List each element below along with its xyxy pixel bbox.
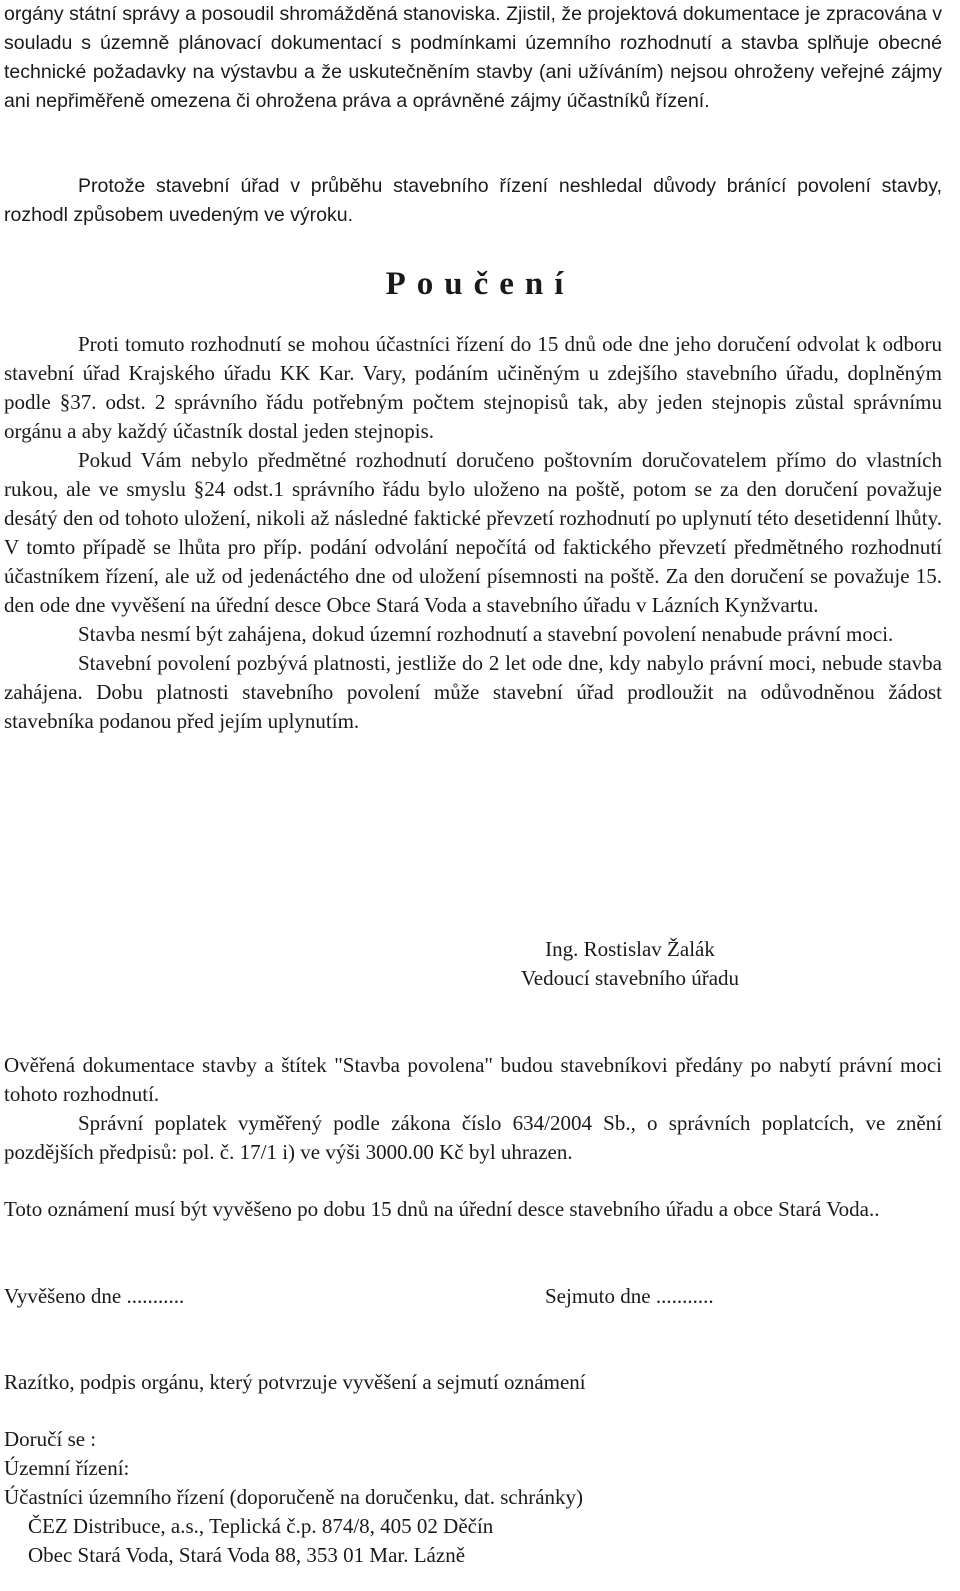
delivery-participants: Účastníci územního řízení (doporučeně na doručenku, dat. schránky): [4, 1485, 584, 1509]
appeal-paragraph-1: Proti tomuto rozhodnutí se mohou účastníci řízení do 15 dnů ode dne jeho doručení odvolat k odboru stavební úřad Krajského úřadu KK Kar. Vary, podáním učiněným u zdejšího stavebního úřadu, doplněným podle §37. odst. 2 správního řádu potřebným počtem stejnopisů tak, aby jeden stejnopis zůstal správnímu orgánu a aby každý účastník dostal jeden stejnopis.: [4, 332, 942, 443]
removed-date-field: Sejmuto dne ...........: [545, 1284, 714, 1308]
signatory-role: Vedoucí stavebního úřadu: [520, 966, 740, 990]
note-posting: Toto oznámení musí být vyvěšeno po dobu 15 dnů na úřední desce stavebního úřadu a obce Stará Voda..: [4, 1197, 880, 1221]
recipient-line: Obec Stará Voda, Stará Voda 88, 353 01 Mar. Lázně: [28, 1543, 466, 1567]
delivery-label: Doručí se :: [4, 1427, 97, 1451]
delivery-section: Územní řízení:: [4, 1456, 130, 1480]
appeal-paragraph-2: Pokud Vám nebylo předmětné rozhodnutí doručeno poštovním doručovatelem přímo do vlastních rukou, ale ve smyslu §24 odst.1 správního řádu bylo uloženo na poště, potom se za den doručení považuje desátý den od tohoto uložení, nikoli až následné faktické převzetí rozhodnutí po uplynutí této desetidenní lhůty. V tomto případě se lhůta pro příp. podání odvolání nepočítá od faktického převzetí předmětného rozhodnutí účastníkem řízení, ale už od jedenáctého dne od uložení písemnosti na poště. Za den doručení se považuje 15. den ode dne vyvěšení na úřední desce Obce Stará Voda a stavebního úřadu v Lázních Kynžvartu.: [4, 448, 942, 617]
decision-text: Protože stavební úřad v průběhu stavebního řízení neshledal důvody bránící povolení stavby, rozhodl způsobem uvedeným ve výroku.: [4, 175, 942, 226]
stamp-line: Razítko, podpis orgánu, který potvrzuje vyvěšení a sejmutí oznámení: [4, 1370, 586, 1394]
decision-paragraph: [4, 172, 942, 230]
appeal-paragraph-3: Stavba nesmí být zahájena, dokud územní rozhodnutí a stavební povolení nenabude právní moci.: [78, 622, 894, 646]
signature-block: [480, 935, 780, 993]
notes-block: [4, 1051, 942, 1167]
note-documentation: Ověřená dokumentace stavby a štítek "Stavba povolena" budou stavebníkovi předány po nabytí právní moci tohoto rozhodnutí.: [4, 1053, 942, 1106]
posted-date-field: Vyvěšeno dne ...........: [4, 1284, 185, 1308]
section-heading: Poučení: [385, 266, 575, 302]
recipient-line: ČEZ Distribuce, a.s., Teplická č.p. 874/8, 405 02 Děčín: [28, 1514, 494, 1538]
justification-paragraph: [4, 0, 942, 116]
posting-notice: [4, 1195, 942, 1224]
appeal-instructions: [4, 330, 942, 736]
note-fee: Správní poplatek vyměřený podle zákona číslo 634/2004 Sb., o správních poplatcích, ve znění pozdějších předpisů: pol. č. 17/1 i) ve výši 3000.00 Kč byl uhrazen.: [4, 1111, 942, 1164]
justification-text: orgány státní správy a posoudil shromážděná stanoviska. Zjistil, že projektová dokumentace je zpracována v souladu s územně plánovací dokumentací s podmínkami územního rozhodnutí a stavba splňuje obecné technické požadavky na výstavbu a že uskutečněním stavby (ani užíváním) nejsou ohroženy veřejné zájmy ani nepřiměřeně omezena či ohrožena práva a oprávněné zájmy účastníků řízení.: [4, 3, 942, 112]
appeal-paragraph-4: Stavební povolení pozbývá platnosti, jestliže do 2 let ode dne, kdy nabylo právní moci, nebude stavba zahájena. Dobu platnosti stavebního povolení může stavební úřad prodloužit na odůvodněnou žádost stavebníka podanou před jejím uplynutím.: [4, 651, 942, 733]
signatory-name: Ing. Rostislav Žalák: [545, 937, 715, 961]
